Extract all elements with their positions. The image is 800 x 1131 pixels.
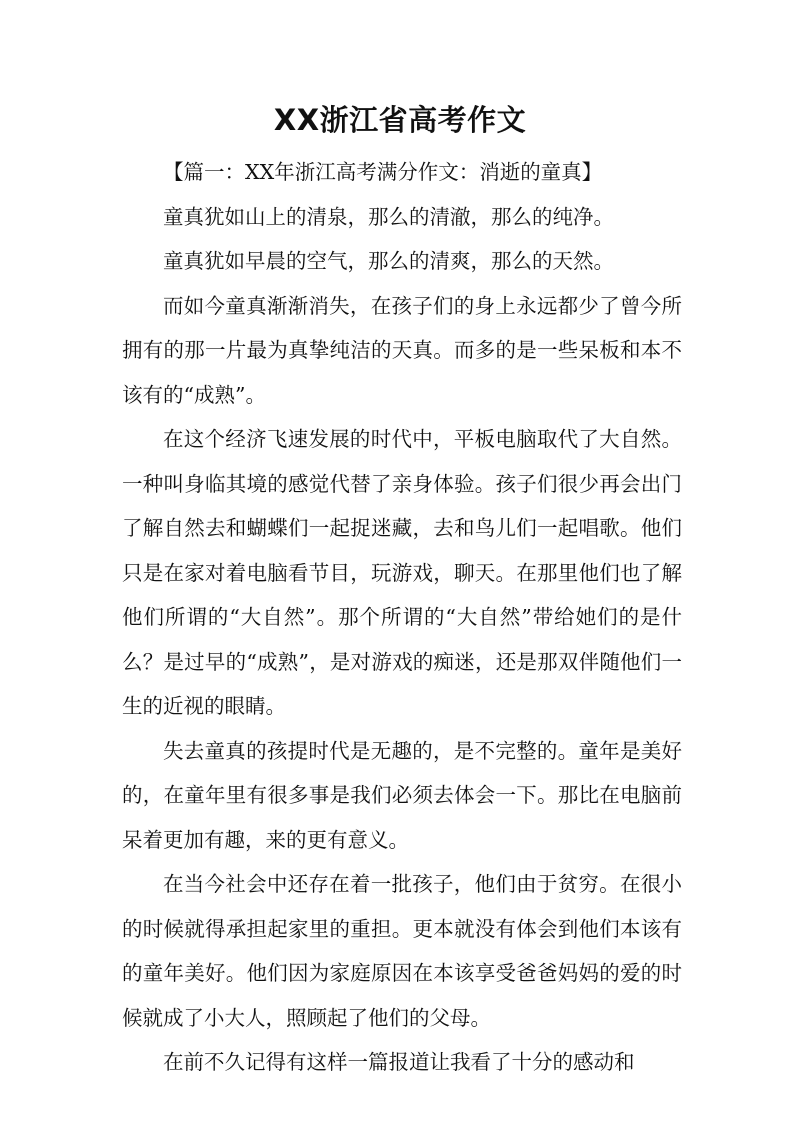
paragraph: 而如今童真渐渐消失，在孩子们的身上永远都少了曾今所拥有的那一片最为真挚纯洁的天真。而多的是一些呆板和本不该有的“成熟”。	[122, 293, 682, 407]
paragraph: 童真犹如山上的清泉，那么的清澈，那么的纯净。	[163, 204, 614, 229]
paragraph: 在这个经济飞速发展的时代中，平板电脑取代了大自然。一种叫身临其境的感觉代替了亲身体验。孩子们很少再会出门了解自然去和蝴蝶们一起捉迷藏，去和鸟儿们一起唱歌。他们只是在家对着电脑看节目，玩游戏，聊天。在那里他们也了解他们所谓的“大自然”。那个所谓的“大自然”带给她们的是什么？是过早的“成熟”，是对游戏的痴迷，还是那双伴随他们一生的近视的眼睛。	[122, 427, 682, 718]
paragraph: 失去童真的孩提时代是无趣的，是不完整的。童年是美好的，在童年里有很多事是我们必须去体会一下。那比在电脑前呆着更加有趣，来的更有意义。	[122, 738, 682, 852]
document-body	[122, 150, 682, 1085]
paragraph: 童真犹如早晨的空气，那么的清爽，那么的天然。	[163, 249, 614, 273]
section-heading: 【篇一：XX年浙江高考满分作文：消逝的童真】	[163, 160, 603, 184]
paragraph: 在当今社会中还存在着一批孩子，他们由于贫穷。在很小的时候就得承担起家里的重担。更本就没有体会到他们本该有的童年美好。他们因为家庭原因在本该享受爸爸妈妈的爱的时候就成了小大人，照顾起了他们的父母。	[122, 872, 682, 1030]
document-title: XX浙江省高考作文	[273, 103, 527, 137]
paragraph: 在前不久记得有这样一篇报道让我看了十分的感动和	[163, 1050, 635, 1074]
